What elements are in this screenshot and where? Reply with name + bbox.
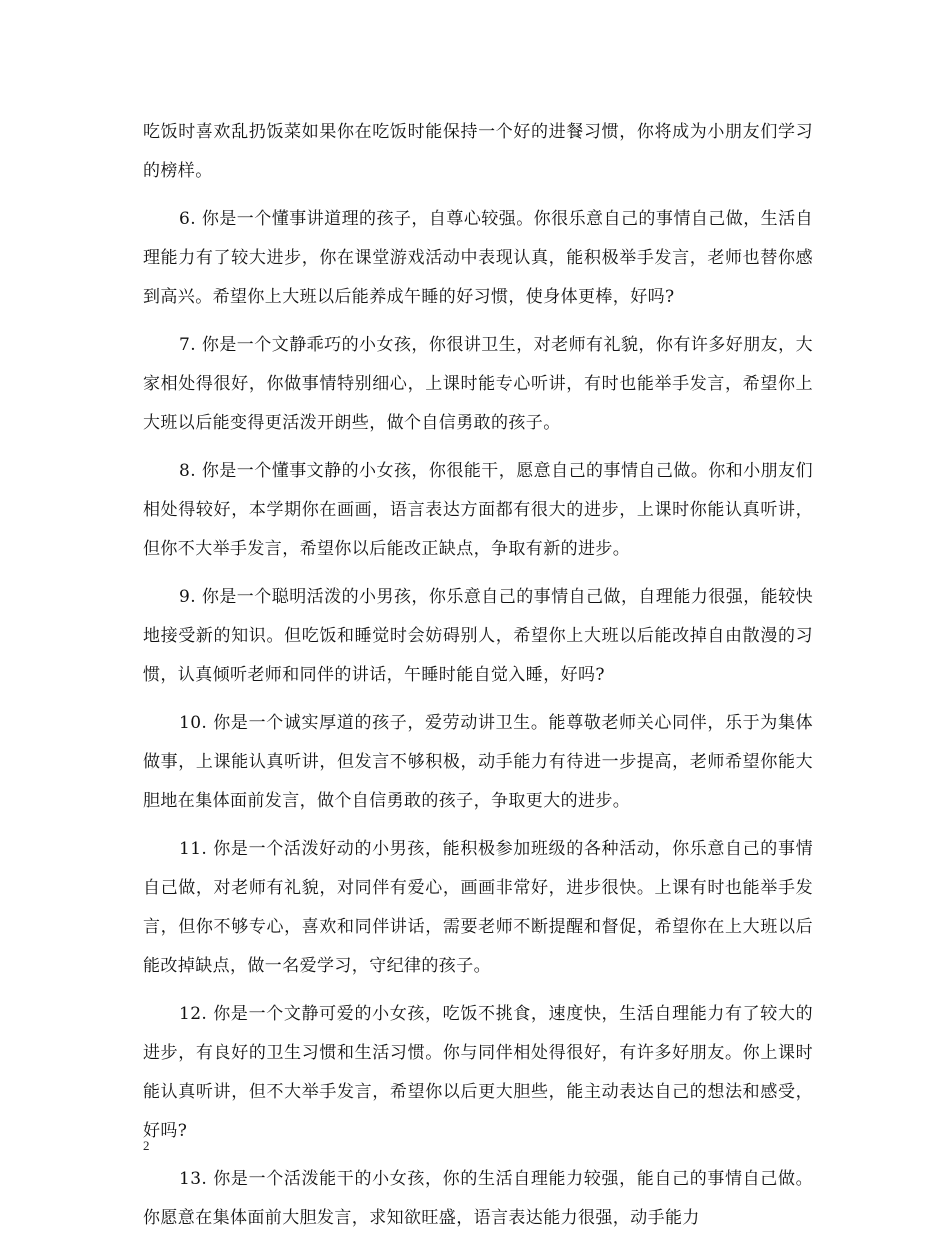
page-number: 2 xyxy=(143,1138,150,1153)
paragraph-item-10: 10. 你是一个诚实厚道的孩子，爱劳动讲卫生。能尊敬老师关心同伴，乐于为集体做事，上课能认真听讲，但发言不够积极，动手能力有待进一步提高，老师希望你能大胆地在集体面前发言，做个自信勇敢的孩子，争取更大的进步。 xyxy=(143,713,813,811)
document-body xyxy=(143,113,813,1247)
paragraph-item-9: 9. 你是一个聪明活泼的小男孩，你乐意自己的事情自己做，自理能力很强，能较快地接受新的知识。但吃饭和睡觉时会妨碍别人，希望你上大班以后能改掉自由散漫的习惯，认真倾听老师和同伴的讲话，午睡时能自觉入睡，好吗? xyxy=(143,587,813,685)
paragraph-item-8: 8. 你是一个懂事文静的小女孩，你很能干，愿意自己的事情自己做。你和小朋友们相处得较好，本学期你在画画，语言表达方面都有很大的进步，上课时你能认真听讲，但你不大举手发言，希望你以后能改正缺点，争取有新的进步。 xyxy=(143,461,813,559)
paragraph-item-13: 13. 你是一个活泼能干的小女孩，你的生活自理能力较强，能自己的事情自己做。你愿意在集体面前大胆发言，求知欲旺盛，语言表达能力很强，动手能力 xyxy=(143,1169,813,1228)
paragraph-item-12: 12. 你是一个文静可爱的小女孩，吃饭不挑食，速度快，生活自理能力有了较大的进步，有良好的卫生习惯和生活习惯。你与同伴相处得很好，有许多好朋友。你上课时能认真听讲，但不大举手发言，希望你以后更大胆些，能主动表达自己的想法和感受，好吗? xyxy=(143,1004,813,1141)
paragraph-continuation: 吃饭时喜欢乱扔饭菜如果你在吃饭时能保持一个好的进餐习惯，你将成为小朋友们学习的榜样。 xyxy=(143,122,813,181)
paragraph-item-11: 11. 你是一个活泼好动的小男孩，能积极参加班级的各种活动，你乐意自己的事情自己做，对老师有礼貌，对同伴有爱心，画画非常好，进步很快。上课有时也能举手发言，但你不够专心，喜欢和同伴讲话，需要老师不断提醒和督促，希望你在上大班以后能改掉缺点，做一名爱学习，守纪律的孩子。 xyxy=(143,839,813,976)
paragraph-item-6: 6. 你是一个懂事讲道理的孩子，自尊心较强。你很乐意自己的事情自己做，生活自理能力有了较大进步，你在课堂游戏活动中表现认真，能积极举手发言，老师也替你感到高兴。希望你上大班以后能养成午睡的好习惯，使身体更棒，好吗? xyxy=(143,209,813,307)
paragraph-item-7: 7. 你是一个文静乖巧的小女孩，你很讲卫生，对老师有礼貌，你有许多好朋友，大家相处得很好，你做事情特别细心，上课时能专心听讲，有时也能举手发言，希望你上大班以后能变得更活泼开朗些，做个自信勇敢的孩子。 xyxy=(143,335,813,433)
